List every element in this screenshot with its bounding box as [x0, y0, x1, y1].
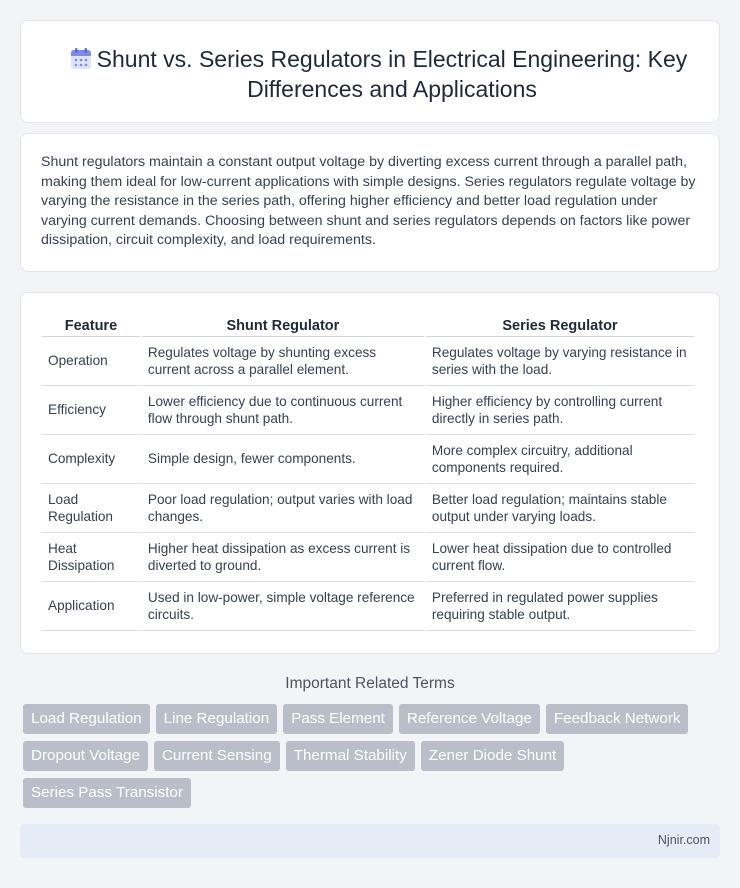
- footer-source[interactable]: Njnir.com: [657, 833, 710, 847]
- cell-series: Higher efficiency by controlling current directly in series path.: [426, 386, 694, 435]
- table-row: [42, 435, 694, 484]
- title-card: [20, 20, 720, 123]
- header-feature: Feature: [42, 313, 140, 337]
- cell-feature: Application: [42, 582, 140, 631]
- cell-feature: Heat Dissipation: [42, 533, 140, 582]
- tag-pass-element[interactable]: Pass Element: [283, 704, 393, 734]
- page-title: Shunt vs. Series Regulators in Electrical Engineering: Key Differences and Applications: [96, 46, 688, 102]
- tag-line-regulation[interactable]: Line Regulation: [156, 704, 278, 734]
- cell-shunt: Higher heat dissipation as excess current is diverted to ground.: [142, 533, 424, 582]
- comparison-table-card: [20, 292, 720, 654]
- cell-series: Better load regulation; maintains stable output under varying loads.: [426, 484, 694, 533]
- cell-series: Preferred in regulated power supplies requiring stable output.: [426, 582, 694, 631]
- cell-feature: Efficiency: [42, 386, 140, 435]
- related-terms-list: [23, 704, 723, 808]
- intro-paragraph: Shunt regulators maintain a constant output voltage by diverting excess current through a parallel path, making them ideal for low-current applications with simple designs. Series regulators regulate voltage by varying the resistance in the series path, offering higher efficiency and better load regulation under varying current demands. Choosing between shunt and series regulators depends on factors like power dissipation, circuit complexity, and load requirements.: [41, 154, 696, 248]
- tag-dropout-voltage[interactable]: Dropout Voltage: [23, 741, 148, 771]
- cell-shunt: Simple design, fewer components.: [142, 435, 424, 484]
- cell-series: More complex circuitry, additional components required.: [426, 435, 694, 484]
- tag-current-sensing[interactable]: Current Sensing: [154, 741, 280, 771]
- table-row: [42, 533, 694, 582]
- table-header-row: [42, 313, 694, 337]
- header-shunt-regulator: Shunt Regulator: [142, 313, 424, 337]
- cell-shunt: Poor load regulation; output varies with load changes.: [142, 484, 424, 533]
- related-terms-title: Important Related Terms: [285, 675, 455, 692]
- tag-series-pass-transistor[interactable]: Series Pass Transistor: [23, 778, 191, 808]
- header-series-regulator: Series Regulator: [426, 313, 694, 337]
- cell-series: Regulates voltage by varying resistance in series with the load.: [426, 337, 694, 386]
- cell-shunt: Regulates voltage by shunting excess current across a parallel element.: [142, 337, 424, 386]
- cell-series: Lower heat dissipation due to controlled current flow.: [426, 533, 694, 582]
- tag-reference-voltage[interactable]: Reference Voltage: [399, 704, 540, 734]
- table-row: [42, 582, 694, 631]
- cell-feature: Complexity: [42, 435, 140, 484]
- table-row: [42, 386, 694, 435]
- table-row: [42, 484, 694, 533]
- tag-zener-diode-shunt[interactable]: Zener Diode Shunt: [421, 741, 565, 771]
- intro-card: [20, 133, 720, 272]
- cell-shunt: Used in low-power, simple voltage reference circuits.: [142, 582, 424, 631]
- footer: [20, 824, 720, 858]
- tag-feedback-network[interactable]: Feedback Network: [546, 704, 689, 734]
- cell-feature: Operation: [42, 337, 140, 386]
- cell-feature: Load Regulation: [42, 484, 140, 533]
- tag-thermal-stability[interactable]: Thermal Stability: [286, 741, 415, 771]
- comparison-table: [40, 313, 696, 631]
- cell-shunt: Lower efficiency due to continuous current flow through shunt path.: [142, 386, 424, 435]
- table-row: [42, 337, 694, 386]
- tag-load-regulation[interactable]: Load Regulation: [23, 704, 150, 734]
